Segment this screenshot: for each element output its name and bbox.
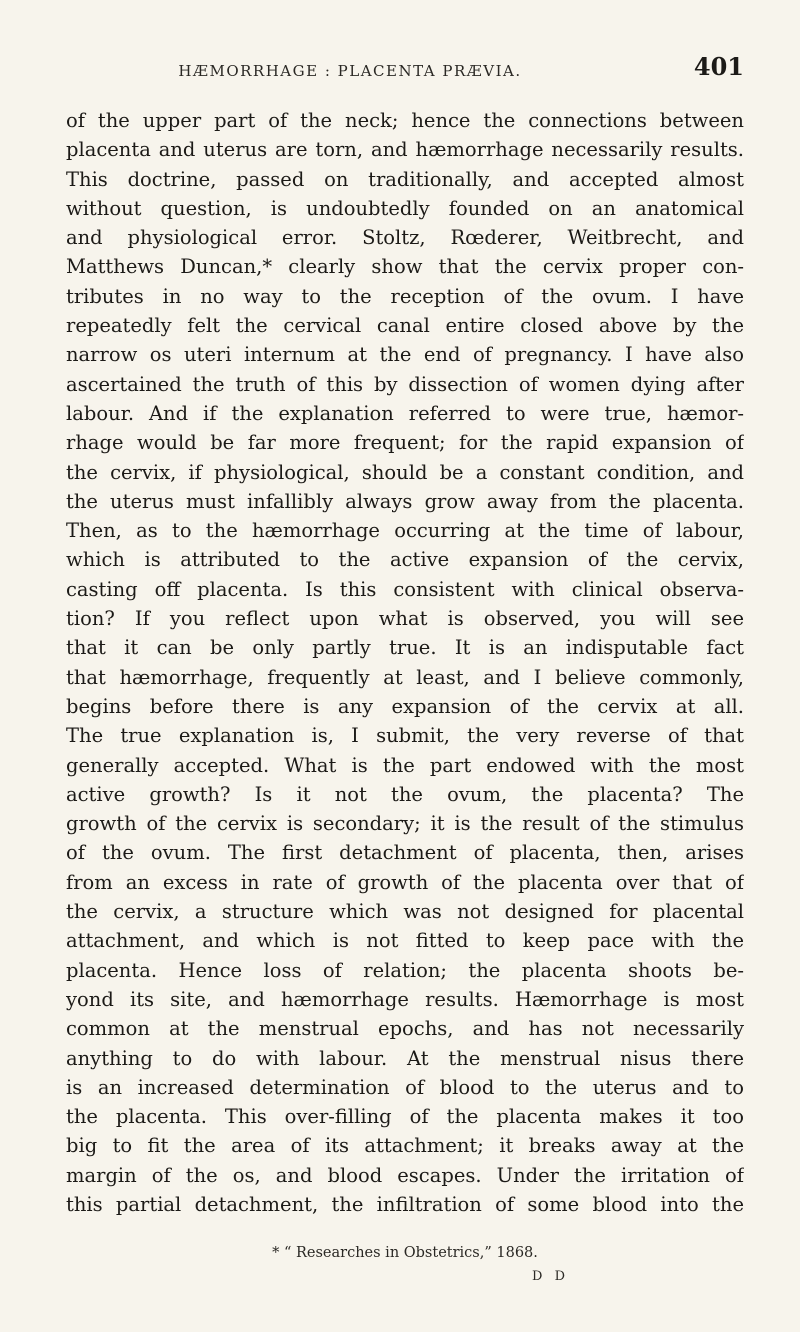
text-line: that hæmorrhage, frequently at least, and I believe commonly,	[66, 665, 744, 689]
text-line: is an increased determination of blood to the uterus and to	[66, 1075, 744, 1099]
running-head: HÆMORRHAGE : PLACENTA PRÆVIA.	[178, 62, 522, 80]
text-line: the cervix, a structure which was not designed for placental	[66, 900, 744, 924]
text-line: repeatedly felt the cervical canal entire closed above by the	[66, 314, 744, 338]
text-line: ascertained the truth of this by dissection of women dying after	[66, 372, 744, 396]
text-line: the uterus must infallibly always grow away from the placenta.	[66, 489, 744, 513]
text-line: and physiological error. Stoltz, Rœderer, Weitbrecht, and	[66, 226, 744, 250]
text-line: the placenta. This over-filling of the placenta makes it too	[66, 1105, 744, 1129]
text-line: placenta. Hence loss of relation; the placenta shoots be-	[66, 958, 744, 982]
text-line: of the ovum. The first detachment of placenta, then, arises	[66, 841, 744, 865]
page-header	[66, 52, 744, 92]
body-text	[66, 106, 744, 1219]
text-line: labour. And if the explanation referred to were true, hæmor-	[66, 401, 744, 425]
text-line: generally accepted. What is the part endowed with the most	[66, 753, 744, 777]
text-line: The true explanation is, I submit, the very reverse of that	[66, 724, 744, 748]
text-line: placenta and uterus are torn, and hæmorrhage necessarily results.	[66, 138, 744, 162]
text-line: margin of the os, and blood escapes. Under the irritation of	[66, 1163, 744, 1187]
page-number: 401	[693, 52, 744, 81]
text-line: Then, as to the hæmorrhage occurring at the time of labour,	[66, 519, 744, 543]
text-line: tion? If you reflect upon what is observed, you will see	[66, 607, 744, 631]
footnote: * “ Researches in Obstetrics,” 1868.	[272, 1245, 538, 1262]
text-line: yond its site, and hæmorrhage results. Hæmorrhage is most	[66, 987, 744, 1011]
text-line: begins before there is any expansion of the cervix at all.	[66, 694, 744, 718]
text-line: common at the menstrual epochs, and has not necessarily	[66, 1017, 744, 1041]
text-line: that it can be only partly true. It is an indisputable fact	[66, 636, 744, 660]
text-line: narrow os uteri internum at the end of pregnancy. I have also	[66, 343, 744, 367]
text-line: this partial detachment, the infiltration of some blood into the	[66, 1192, 744, 1216]
text-line: rhage would be far more frequent; for the rapid expansion of	[66, 431, 744, 455]
text-line: which is attributed to the active expansion of the cervix,	[66, 548, 744, 572]
text-line: active growth? Is it not the ovum, the placenta? The	[66, 782, 744, 806]
text-line: from an excess in rate of growth of the placenta over that of	[66, 870, 744, 894]
text-line: of the upper part of the neck; hence the connections between	[66, 109, 744, 132]
text-line: This doctrine, passed on traditionally, and accepted almost	[66, 167, 744, 191]
text-line: attachment, and which is not fitted to keep pace with the	[66, 929, 744, 953]
text-line: without question, is undoubtedly founded on an anatomical	[66, 196, 744, 220]
text-line: big to fit the area of its attachment; it breaks away at the	[66, 1134, 744, 1158]
text-line: the cervix, if physiological, should be a constant condition, and	[66, 460, 744, 484]
text-line: tributes in no way to the reception of the ovum. I have	[66, 284, 744, 308]
text-line: casting off placenta. Is this consistent with clinical observa-	[66, 577, 744, 601]
text-line: Matthews Duncan,* clearly show that the cervix proper con-	[66, 255, 744, 279]
text-line: anything to do with labour. At the menstrual nisus there	[66, 1046, 744, 1070]
text-line: growth of the cervix is secondary; it is the result of the stimulus	[66, 812, 744, 836]
signature-mark: D D	[532, 1269, 569, 1285]
